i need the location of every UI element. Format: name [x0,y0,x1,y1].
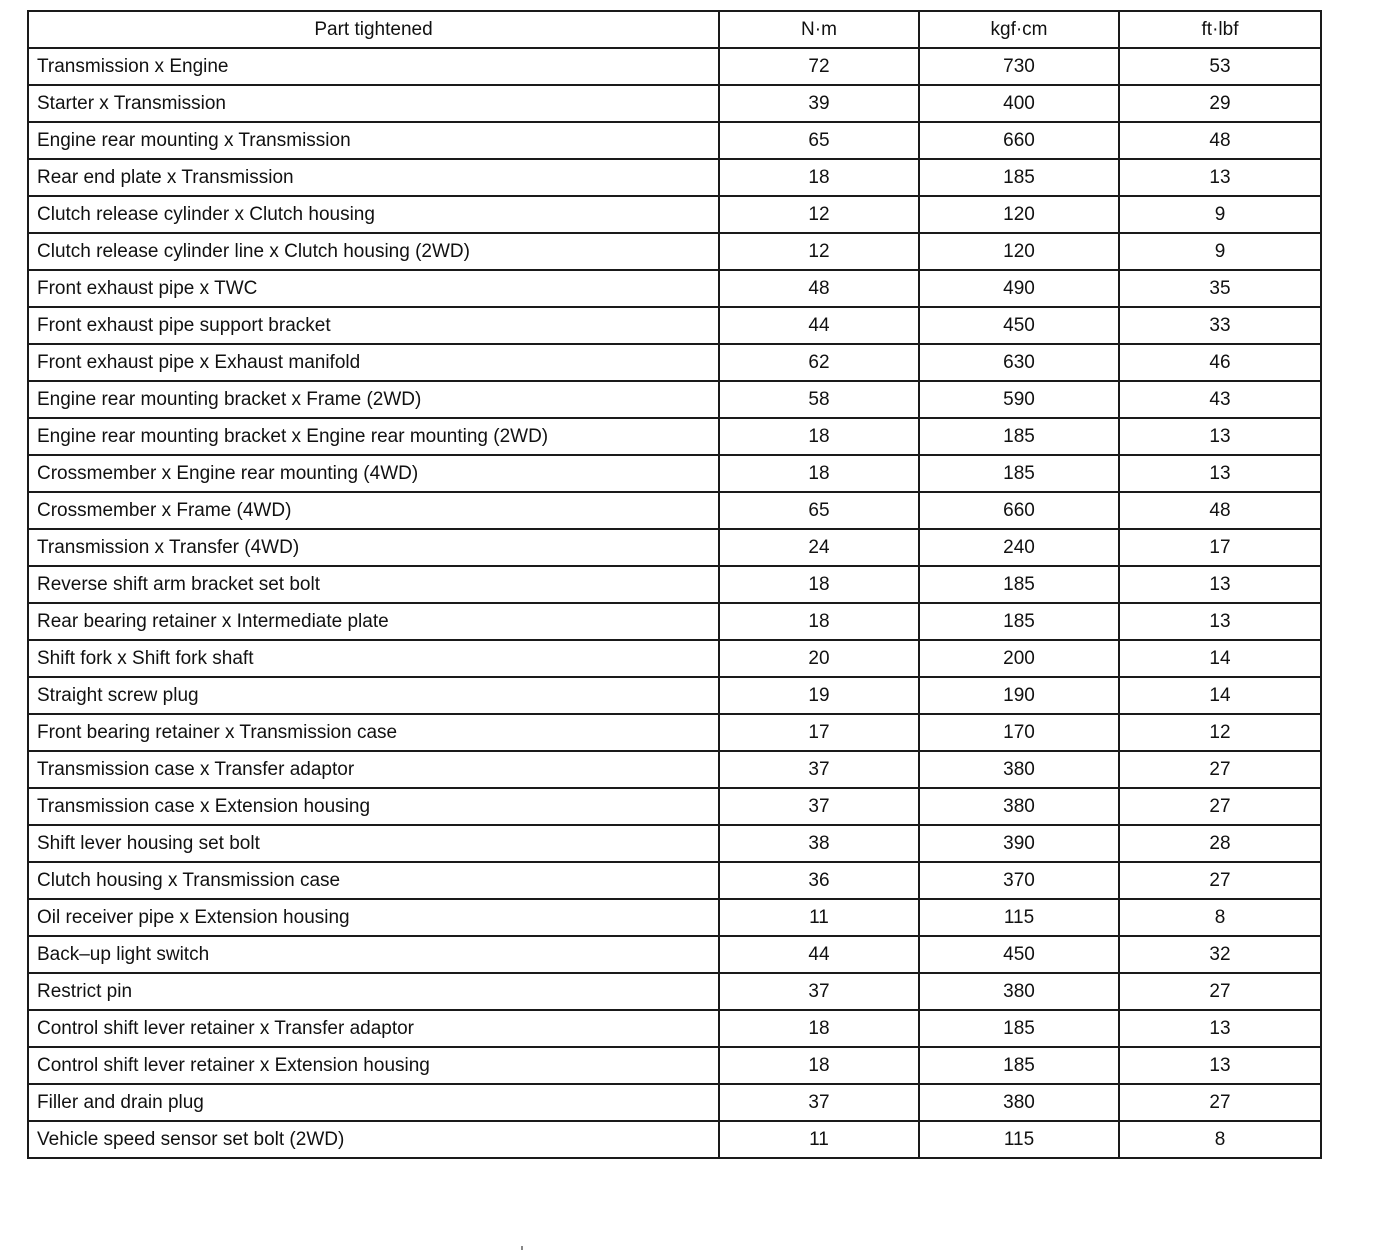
cell-part-tightened: Clutch housing x Transmission case [28,862,719,899]
cell-kgf-cm: 450 [919,936,1119,973]
cell-nm: 12 [719,233,919,270]
cell-part-tightened: Engine rear mounting bracket x Frame (2WD) [28,381,719,418]
cell-part-tightened: Transmission x Transfer (4WD) [28,529,719,566]
cell-ft-lbf: 32 [1119,936,1321,973]
cell-ft-lbf: 13 [1119,1047,1321,1084]
cell-nm: 36 [719,862,919,899]
cell-ft-lbf: 33 [1119,307,1321,344]
cell-part-tightened: Reverse shift arm bracket set bolt [28,566,719,603]
table-row [28,788,1321,825]
cell-part-tightened: Control shift lever retainer x Transfer adaptor [28,1010,719,1047]
cell-kgf-cm: 185 [919,159,1119,196]
table-row [28,677,1321,714]
table-row [28,899,1321,936]
header-kgf-cm: kgf·cm [919,11,1119,48]
cell-kgf-cm: 380 [919,1084,1119,1121]
cell-ft-lbf: 9 [1119,196,1321,233]
cell-nm: 18 [719,418,919,455]
cell-kgf-cm: 200 [919,640,1119,677]
cell-kgf-cm: 185 [919,1047,1119,1084]
table-row [28,492,1321,529]
table-row [28,159,1321,196]
cell-kgf-cm: 590 [919,381,1119,418]
cell-part-tightened: Filler and drain plug [28,1084,719,1121]
cell-ft-lbf: 35 [1119,270,1321,307]
cell-ft-lbf: 14 [1119,640,1321,677]
cell-nm: 18 [719,1047,919,1084]
cell-ft-lbf: 46 [1119,344,1321,381]
cell-part-tightened: Rear end plate x Transmission [28,159,719,196]
header-part-tightened: Part tightened [28,11,719,48]
cell-part-tightened: Crossmember x Engine rear mounting (4WD) [28,455,719,492]
cell-ft-lbf: 53 [1119,48,1321,85]
cell-part-tightened: Transmission x Engine [28,48,719,85]
cell-part-tightened: Transmission case x Extension housing [28,788,719,825]
cell-part-tightened: Starter x Transmission [28,85,719,122]
cell-nm: 18 [719,603,919,640]
cell-ft-lbf: 8 [1119,899,1321,936]
table-row [28,973,1321,1010]
cell-kgf-cm: 370 [919,862,1119,899]
table-row [28,566,1321,603]
cell-kgf-cm: 185 [919,566,1119,603]
cell-ft-lbf: 27 [1119,1084,1321,1121]
cell-nm: 39 [719,85,919,122]
header-ft-lbf: ft·lbf [1119,11,1321,48]
cell-nm: 17 [719,714,919,751]
table-row [28,85,1321,122]
cell-ft-lbf: 13 [1119,1010,1321,1047]
cell-nm: 18 [719,159,919,196]
cell-kgf-cm: 240 [919,529,1119,566]
table-row [28,1010,1321,1047]
cell-part-tightened: Front exhaust pipe x TWC [28,270,719,307]
cell-part-tightened: Restrict pin [28,973,719,1010]
table-row [28,603,1321,640]
cell-ft-lbf: 27 [1119,788,1321,825]
cell-nm: 18 [719,1010,919,1047]
cell-nm: 44 [719,307,919,344]
cell-kgf-cm: 380 [919,788,1119,825]
cell-ft-lbf: 28 [1119,825,1321,862]
scan-artifact [521,1246,523,1250]
cell-ft-lbf: 8 [1119,1121,1321,1158]
cell-nm: 11 [719,899,919,936]
torque-specification-table [27,10,1322,1159]
cell-ft-lbf: 13 [1119,566,1321,603]
cell-ft-lbf: 17 [1119,529,1321,566]
cell-nm: 19 [719,677,919,714]
cell-part-tightened: Rear bearing retainer x Intermediate plate [28,603,719,640]
header-nm: N·m [719,11,919,48]
cell-part-tightened: Front exhaust pipe support bracket [28,307,719,344]
cell-nm: 37 [719,788,919,825]
cell-part-tightened: Clutch release cylinder line x Clutch housing (2WD) [28,233,719,270]
table-row [28,270,1321,307]
cell-kgf-cm: 380 [919,973,1119,1010]
table-row [28,640,1321,677]
cell-part-tightened: Engine rear mounting x Transmission [28,122,719,159]
cell-part-tightened: Engine rear mounting bracket x Engine rear mounting (2WD) [28,418,719,455]
cell-kgf-cm: 660 [919,122,1119,159]
table-row [28,825,1321,862]
cell-kgf-cm: 400 [919,85,1119,122]
cell-nm: 62 [719,344,919,381]
cell-kgf-cm: 115 [919,1121,1119,1158]
cell-part-tightened: Transmission case x Transfer adaptor [28,751,719,788]
cell-part-tightened: Front bearing retainer x Transmission case [28,714,719,751]
cell-kgf-cm: 380 [919,751,1119,788]
table-row [28,381,1321,418]
cell-ft-lbf: 29 [1119,85,1321,122]
cell-nm: 12 [719,196,919,233]
cell-part-tightened: Control shift lever retainer x Extension housing [28,1047,719,1084]
cell-nm: 38 [719,825,919,862]
cell-part-tightened: Shift lever housing set bolt [28,825,719,862]
cell-part-tightened: Vehicle speed sensor set bolt (2WD) [28,1121,719,1158]
cell-nm: 65 [719,122,919,159]
cell-nm: 18 [719,566,919,603]
cell-kgf-cm: 630 [919,344,1119,381]
cell-ft-lbf: 13 [1119,159,1321,196]
cell-ft-lbf: 48 [1119,122,1321,159]
table-row [28,1121,1321,1158]
cell-part-tightened: Back–up light switch [28,936,719,973]
cell-kgf-cm: 185 [919,455,1119,492]
cell-part-tightened: Shift fork x Shift fork shaft [28,640,719,677]
cell-kgf-cm: 185 [919,603,1119,640]
table-body [28,48,1321,1158]
cell-nm: 48 [719,270,919,307]
table-row [28,122,1321,159]
cell-nm: 18 [719,455,919,492]
cell-ft-lbf: 43 [1119,381,1321,418]
cell-ft-lbf: 13 [1119,603,1321,640]
cell-nm: 20 [719,640,919,677]
cell-kgf-cm: 450 [919,307,1119,344]
cell-kgf-cm: 115 [919,899,1119,936]
cell-nm: 44 [719,936,919,973]
cell-nm: 24 [719,529,919,566]
cell-kgf-cm: 730 [919,48,1119,85]
cell-kgf-cm: 120 [919,196,1119,233]
cell-ft-lbf: 13 [1119,418,1321,455]
table-row [28,936,1321,973]
cell-part-tightened: Straight screw plug [28,677,719,714]
cell-nm: 37 [719,973,919,1010]
table-row [28,48,1321,85]
cell-ft-lbf: 13 [1119,455,1321,492]
table-row [28,529,1321,566]
table-row [28,344,1321,381]
cell-kgf-cm: 185 [919,418,1119,455]
cell-ft-lbf: 14 [1119,677,1321,714]
table-row [28,1084,1321,1121]
cell-kgf-cm: 190 [919,677,1119,714]
cell-ft-lbf: 12 [1119,714,1321,751]
table-row [28,233,1321,270]
table-row [28,418,1321,455]
cell-kgf-cm: 170 [919,714,1119,751]
cell-part-tightened: Front exhaust pipe x Exhaust manifold [28,344,719,381]
table-row [28,196,1321,233]
cell-ft-lbf: 48 [1119,492,1321,529]
cell-ft-lbf: 9 [1119,233,1321,270]
cell-kgf-cm: 490 [919,270,1119,307]
cell-ft-lbf: 27 [1119,751,1321,788]
table-row [28,455,1321,492]
table-header-row [28,11,1321,48]
table-row [28,862,1321,899]
cell-ft-lbf: 27 [1119,973,1321,1010]
cell-part-tightened: Oil receiver pipe x Extension housing [28,899,719,936]
cell-nm: 37 [719,1084,919,1121]
cell-kgf-cm: 660 [919,492,1119,529]
cell-part-tightened: Clutch release cylinder x Clutch housing [28,196,719,233]
table-row [28,714,1321,751]
cell-nm: 11 [719,1121,919,1158]
cell-nm: 58 [719,381,919,418]
cell-nm: 65 [719,492,919,529]
cell-kgf-cm: 185 [919,1010,1119,1047]
cell-nm: 37 [719,751,919,788]
cell-kgf-cm: 390 [919,825,1119,862]
cell-nm: 72 [719,48,919,85]
table-row [28,1047,1321,1084]
cell-ft-lbf: 27 [1119,862,1321,899]
table-row [28,307,1321,344]
cell-kgf-cm: 120 [919,233,1119,270]
cell-part-tightened: Crossmember x Frame (4WD) [28,492,719,529]
table-row [28,751,1321,788]
